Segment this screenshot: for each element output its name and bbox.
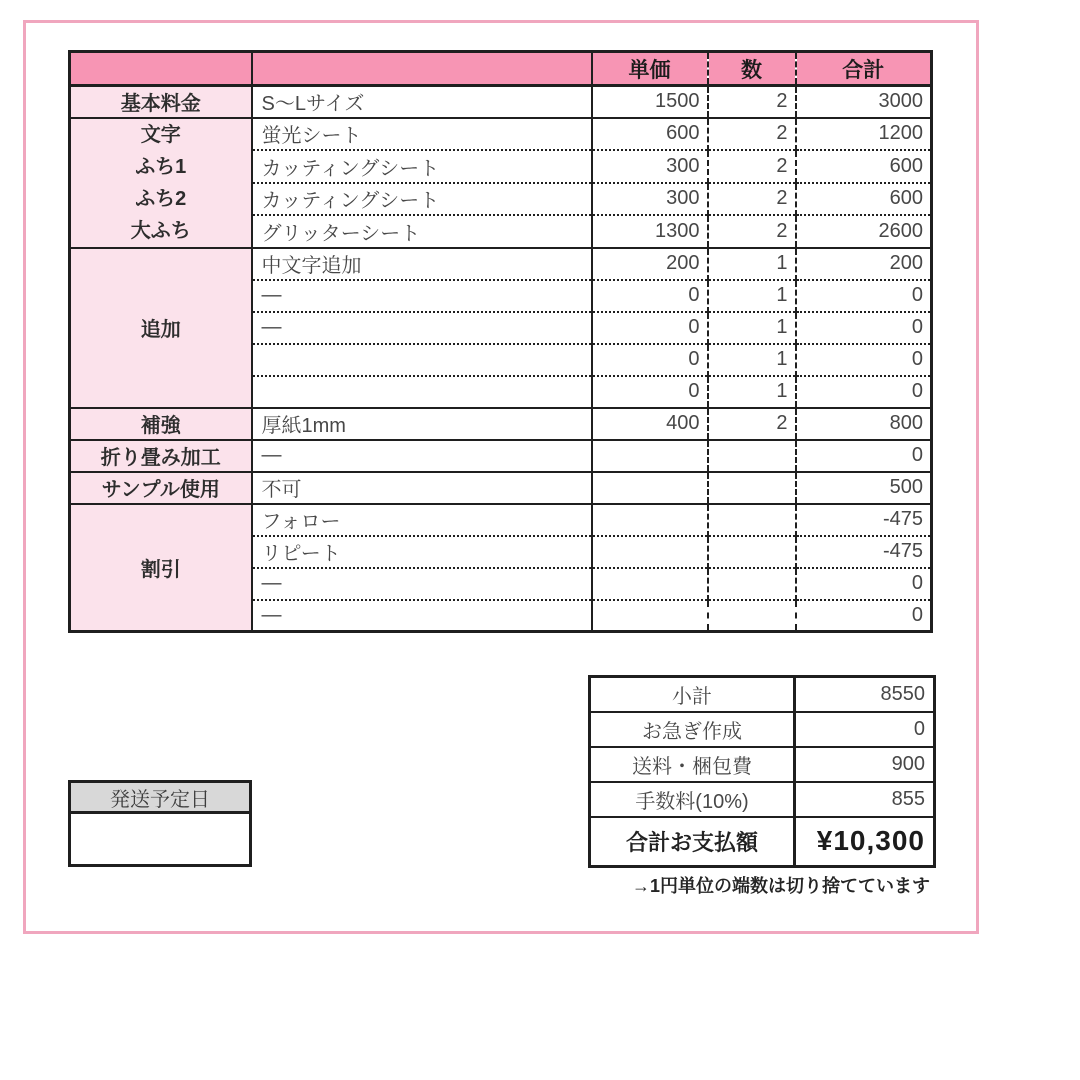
unit-price-cell: 300 [592,183,708,216]
total-cell: 600 [796,150,932,183]
quantity-cell: 2 [708,150,796,183]
summary-row [590,747,935,782]
table-row [70,440,932,472]
unit-price-cell: 400 [592,408,708,440]
item-desc: カッティングシート [252,150,592,183]
header-desc-blank [252,52,592,86]
item-desc: 蛍光シート [252,118,592,151]
summary-value: 0 [795,712,935,747]
price-table [68,50,933,633]
total-cell: 0 [796,376,932,408]
unit-price-cell: 0 [592,376,708,408]
unit-price-cell [592,440,708,472]
total-cell: 0 [796,312,932,344]
header-quantity: 数 [708,52,796,86]
shipping-date-label: 発送予定日 [68,780,252,814]
grand-total-row [590,817,935,867]
item-desc: 不可 [252,472,592,504]
quantity-cell: 1 [708,312,796,344]
unit-price-cell [592,536,708,568]
row-label: 追加 [70,248,252,408]
unit-price-cell [592,600,708,632]
item-desc [252,376,592,408]
row-label: 文字 [140,123,181,146]
summary-table [588,675,936,868]
item-desc: フォロー [252,504,592,536]
summary-row [590,677,935,712]
quantity-cell [708,600,796,632]
item-desc: グリッターシート [252,215,592,248]
summary-label: 手数料(10%) [590,782,795,817]
item-desc [252,344,592,376]
unit-price-cell [592,568,708,600]
summary-row [590,712,935,747]
quantity-cell: 1 [708,248,796,280]
unit-price-cell: 0 [592,344,708,376]
total-cell: -475 [796,504,932,536]
header-unit-price: 単価 [592,52,708,86]
total-cell: 500 [796,472,932,504]
quantity-cell: 1 [708,344,796,376]
rounding-note: →1円単位の端数は切り捨てています [631,876,930,896]
unit-price-cell: 1300 [592,215,708,248]
quantity-cell [708,568,796,600]
quantity-cell: 2 [708,86,796,118]
item-desc: 厚紙1mm [252,408,592,440]
quantity-cell: 2 [708,408,796,440]
total-cell: 600 [796,183,932,216]
total-cell: 1200 [796,118,932,151]
quantity-cell [708,440,796,472]
item-desc: リピート [252,536,592,568]
table-row [70,118,932,151]
total-cell: -475 [796,536,932,568]
total-cell: 0 [796,600,932,632]
row-label: ふち2 [135,187,187,210]
item-desc: S〜Lサイズ [252,86,592,118]
item-desc: カッティングシート [252,183,592,216]
quantity-cell [708,472,796,504]
unit-price-cell: 0 [592,280,708,312]
table-row [70,248,932,280]
header-row [70,52,932,86]
item-desc: 中文字追加 [252,248,592,280]
quantity-cell: 2 [708,215,796,248]
row-label: サンプル使用 [70,472,252,504]
quantity-cell [708,536,796,568]
header-label-blank [70,52,252,86]
table-row [70,472,932,504]
total-cell: 200 [796,248,932,280]
summary-value: 855 [795,782,935,817]
shipping-date-box [68,780,252,867]
quantity-cell: 1 [708,376,796,408]
total-cell: 800 [796,408,932,440]
unit-price-cell: 600 [592,118,708,151]
grand-total-label: 合計お支払額 [590,817,795,867]
summary-row [590,782,935,817]
total-cell: 0 [796,280,932,312]
summary-label: 送料・梱包費 [590,747,795,782]
summary-value: 8550 [795,677,935,712]
quantity-cell [708,504,796,536]
row-label: 補強 [70,408,252,440]
row-label-group [70,118,252,248]
item-desc: — [252,280,592,312]
summary-label: 小計 [672,685,712,708]
summary-label: お急ぎ作成 [590,712,795,747]
total-cell: 0 [796,344,932,376]
unit-price-cell: 200 [592,248,708,280]
shipping-date-value [68,814,252,867]
quantity-cell: 2 [708,183,796,216]
row-label: 折り畳み加工 [70,440,252,472]
quantity-cell: 2 [708,118,796,151]
unit-price-cell: 1500 [592,86,708,118]
row-label: ふち1 [135,155,187,178]
item-desc: — [252,600,592,632]
unit-price-cell: 300 [592,150,708,183]
total-cell: 2600 [796,215,932,248]
table-row [70,504,932,536]
total-cell: 3000 [796,86,932,118]
summary-value: 900 [795,747,935,782]
total-cell: 0 [796,568,932,600]
total-cell: 0 [796,440,932,472]
item-desc: — [252,568,592,600]
row-label: 基本料金 [70,86,252,118]
item-desc: — [252,312,592,344]
unit-price-cell [592,504,708,536]
table-row [70,408,932,440]
quantity-cell: 1 [708,280,796,312]
unit-price-cell: 0 [592,312,708,344]
item-desc: — [252,440,592,472]
table-row [70,86,932,118]
grand-total-value: ¥10,300 [795,817,935,867]
row-label: 大ふち [130,219,191,242]
header-total: 合計 [796,52,932,86]
row-label: 割引 [70,504,252,632]
unit-price-cell [592,472,708,504]
